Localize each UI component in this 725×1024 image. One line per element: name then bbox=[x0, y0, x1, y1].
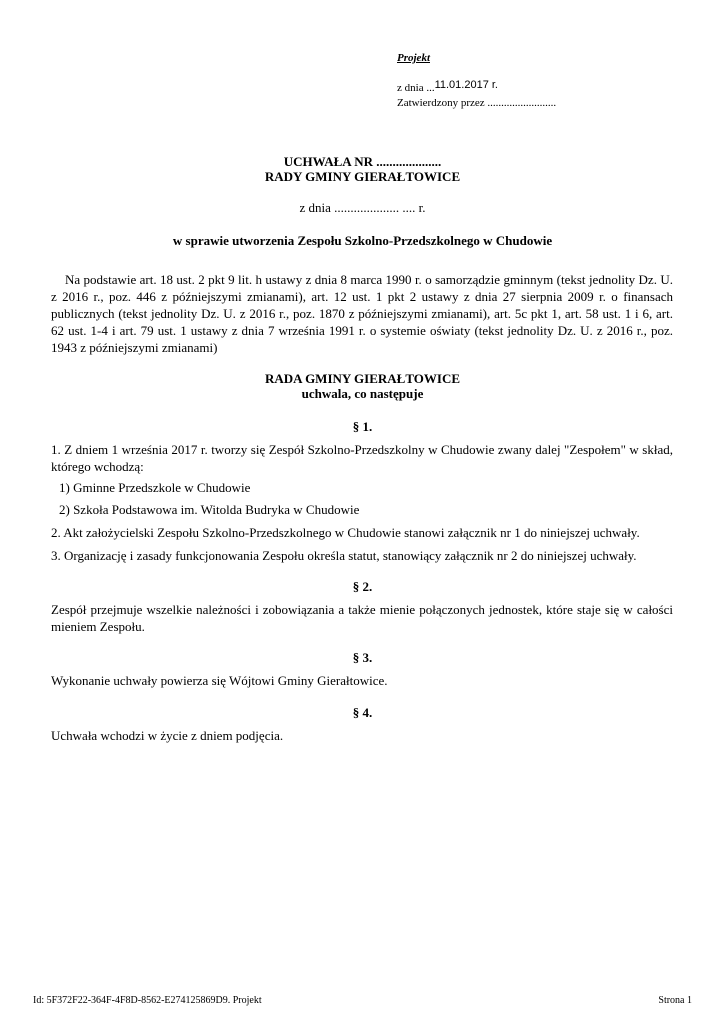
section-1-paragraph-3: 3. Organizację i zasady funkcjonowania Zespołu określa statut, stanowiący załącznik nr 2 do niniejszej uchwały. bbox=[51, 548, 637, 563]
draft-date-prefix: z dnia bbox=[397, 82, 424, 94]
approved-by-line: Zatwierdzony przez ......................... bbox=[397, 97, 557, 109]
council-name: RADY GMINY GIERAŁTOWICE bbox=[264, 169, 461, 184]
section-3-text: Wykonanie uchwały powierza się Wójtowi Gminy Gierałtowice. bbox=[51, 673, 388, 688]
section-2-text: Zespół przejmuje wszelkie należności i zobowiązania a także mienie połączonych jednostek, które staje się w całości mieniem Zespołu. bbox=[51, 602, 673, 634]
legal-basis-paragraph: Na podstawie art. 18 ust. 2 pkt 9 lit. h ustawy z dnia 8 marca 1990 r. o samorządzie gminnym (tekst jednolity Dz. U. z 2016 r., poz. 446 z późniejszymi zmianami), art. 12 ust. 1 pkt 2 ustawy z dnia 27 sierpnia 2009 r. o finansach publicznych (tekst jednolity Dz. U. z 2016 r., poz. 1870 z późniejszymi zmianami), art. 5c pkt 1, art. 58 ust. 1 i 6, art. 62 ust. 1-4 i art. 79 ust. 1 ustawy z dnia 7 września 1991 r. o systemie oświaty (tekst jednolity Dz. U. z 2016 r., poz. 1943 z późniejszymi zmianami) bbox=[51, 272, 673, 355]
section-3-heading: § 3. bbox=[352, 650, 373, 665]
section-4-heading: § 4. bbox=[352, 705, 373, 720]
council-heading: RADA GMINY GIERAŁTOWICE bbox=[264, 371, 461, 386]
draft-date-dots: ... bbox=[426, 82, 435, 94]
project-label: Projekt bbox=[397, 52, 430, 64]
resolution-date: z dnia .................... .... r. bbox=[299, 200, 426, 215]
list-item: 2) Szkoła Podstawowa im. Witolda Budryka w Chudowie bbox=[59, 502, 360, 517]
resolution-number: UCHWAŁA NR .................... bbox=[283, 154, 442, 169]
resolution-subject: w sprawie utworzenia Zespołu Szkolno-Przedszkolnego w Chudowie bbox=[172, 233, 553, 248]
section-4-text: Uchwała wchodzi w życie z dniem podjęcia. bbox=[51, 728, 284, 743]
section-1-paragraph-1: 1. Z dniem 1 września 2017 r. tworzy się Zespół Szkolno-Przedszkolny w Chudowie zwany dalej "Zespołem" w skład, którego wchodzą: bbox=[51, 442, 673, 474]
list-item: 1) Gminne Przedszkole w Chudowie bbox=[59, 480, 251, 495]
draft-date-line bbox=[397, 81, 498, 95]
council-resolves: uchwala, co następuje bbox=[301, 386, 424, 401]
section-1-paragraph-2: 2. Akt założycielski Zespołu Szkolno-Przedszkolnego w Chudowie stanowi załącznik nr 1 do niniejszej uchwały. bbox=[51, 525, 640, 540]
section-2-heading: § 2. bbox=[352, 579, 373, 594]
page-number: Strona 1 bbox=[658, 995, 692, 1006]
section-1-heading: § 1. bbox=[352, 419, 373, 434]
draft-date-value: 11.01.2017 r. bbox=[434, 79, 498, 91]
document-id: Id: 5F372F22-364F-4F8D-8562-E274125869D9. Projekt bbox=[33, 995, 262, 1006]
